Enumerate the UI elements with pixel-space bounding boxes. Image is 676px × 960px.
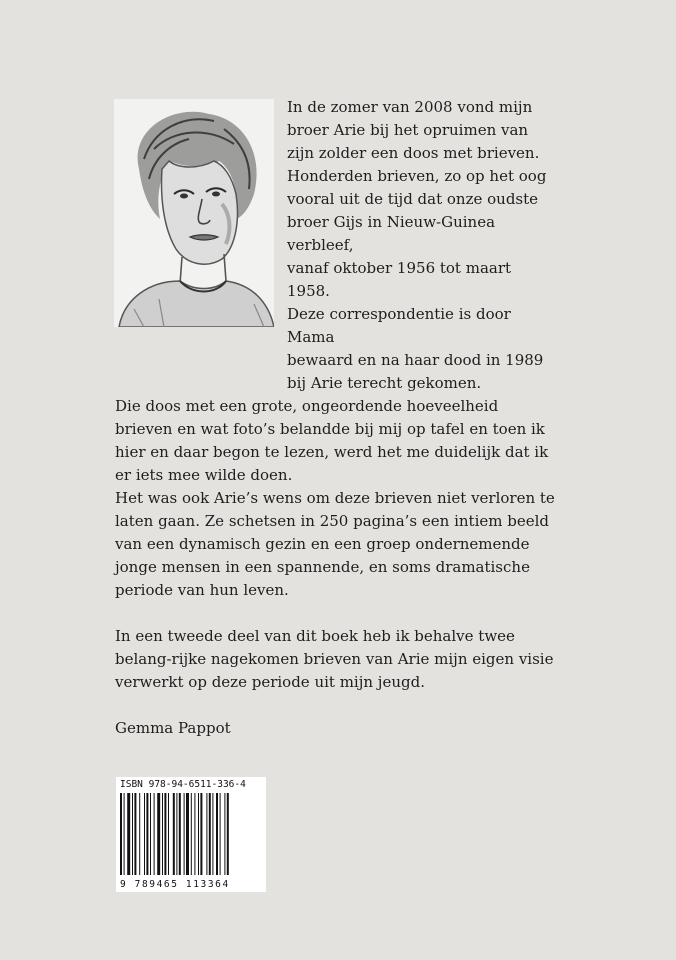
author-name: Gemma Pappot: [115, 719, 231, 737]
isbn-digits: 9 789465 113364: [120, 879, 230, 890]
intro-line-2: broer Arie bij het opruimen van: [287, 121, 529, 139]
intro-line-9: bewaard en na haar dood in 1989: [287, 351, 544, 369]
intro-line-10: bij Arie terecht gekomen.: [287, 374, 482, 392]
intro-line-5: vooral uit de tijd dat onze oudste: [287, 190, 539, 208]
barcode-bars: [120, 793, 262, 875]
intro-line-7: vanaf oktober 1956 tot maart 1958.: [287, 259, 512, 300]
intro-line-3: zijn zolder een doos met brieven.: [287, 144, 540, 162]
paragraph-wish: Het was ook Arie’s wens om deze brieven niet verloren te laten gaan. Ze schetsen in 250 pagina’s een intiem beeld van een dynamisch gezin en een groep ondernemende jonge mensen in een spannende, en soms dramatische periode van hun leven.: [115, 489, 555, 599]
paragraph-part2: In een tweede deel van dit boek heb ik behalve twee belang-rijke nagekomen brieven van Arie mijn eigen visie verwerkt op deze periode uit mijn jeugd.: [115, 627, 554, 691]
intro-line-8: Deze correspondentie is door Mama: [287, 305, 511, 346]
intro-line-4: Honderden brieven, zo op het oog: [287, 167, 547, 185]
isbn-label: ISBN 978-94-6511-336-4: [120, 779, 246, 790]
intro-line-1: In de zomer van 2008 vond mijn: [287, 98, 533, 116]
back-cover-text: [115, 96, 555, 740]
barcode-image: [116, 777, 266, 892]
paragraph-box: Die doos met een grote, ongeordende hoeveelheid brieven en wat foto’s belandde bij mij op tafel en toen ik hier en daar begon te lezen, werd het me duidelijk dat ik er iets mee wilde doen.: [115, 397, 549, 484]
intro-line-6: broer Gijs in Nieuw-Guinea verbleef,: [287, 213, 496, 254]
